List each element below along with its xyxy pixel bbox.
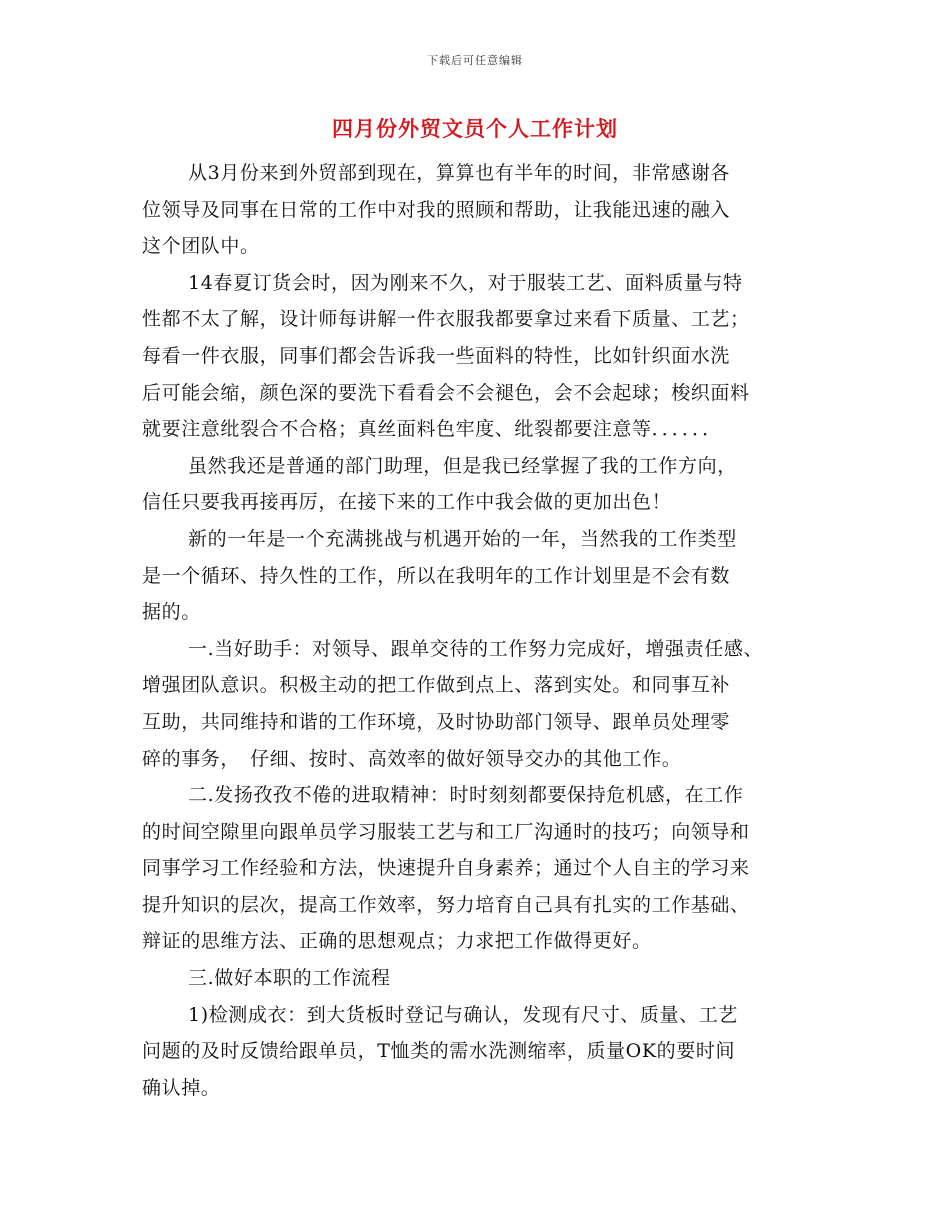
section-heading: 三.做好本职的工作流程 — [188, 967, 391, 990]
paragraph-line: 每看一件衣服，同事们都会告诉我一些面料的特性，比如针织面水洗 — [142, 344, 731, 367]
paragraph-line: 是一个循环、持久性的工作，所以在我明年的工作计划里是不会有数 — [142, 564, 731, 587]
paragraph-line: 一.当好助手：对领导、跟单交待的工作努力完成好，增强责任感、 — [188, 637, 764, 660]
paragraph-line: 1)检测成衣：到大货板时登记与确认，发现有尺寸、质量、工艺 — [188, 1003, 738, 1026]
paragraph-line: 据的。 — [142, 601, 201, 624]
document-body — [142, 155, 832, 1106]
paragraph-line: 提升知识的层次，提高工作效率，努力培育自己具有扎实的工作基础、 — [142, 893, 750, 916]
paragraph-line: 二.发扬孜孜不倦的进取精神：时时刻刻都要保持危机感，在工作 — [188, 784, 744, 807]
paragraph-line: 从3月份来到外贸部到现在，算算也有半年的时间，非常感谢各 — [188, 162, 730, 184]
paragraph-line: 虽然我还是普通的部门助理，但是我已经掌握了我的工作方向， — [188, 454, 737, 477]
paragraph-line: 位领导及同事在日常的工作中对我的照顾和帮助，让我能迅速的融入 — [142, 198, 731, 221]
paragraph-line: 确认掉。 — [142, 1076, 221, 1099]
document-title: 四月份外贸文员个人工作计划 — [332, 116, 618, 141]
paragraph-line: 同事学习工作经验和方法，快速提升自身素养；通过个人自主的学习来 — [142, 857, 750, 880]
paragraph-line: 碎的事务， 仔细、按时、高效率的做好领导交办的其他工作。 — [142, 747, 682, 770]
paragraph-line: 互助，共同维持和谐的工作环境，及时协助部门领导、跟单员处理零 — [142, 710, 731, 733]
paragraph-line: 这个团队中。 — [142, 235, 260, 258]
paragraph-line: 问题的及时反馈给跟单员，T恤类的需水洗测缩率，质量OK的要时间 — [142, 1040, 736, 1063]
paragraph-line: 就要注意纰裂合不合格；真丝面料色牢度、纰裂都要注意等．．．．．． — [142, 418, 722, 441]
header-note: 下载后可任意编辑 — [427, 54, 523, 67]
paragraph-line: 信任只要我再接再厉，在接下来的工作中我会做的更加出色！ — [142, 491, 672, 514]
paragraph-line: 新的一年是一个充满挑战与机遇开始的一年，当然我的工作类型 — [188, 527, 737, 550]
paragraph-line: 14春夏订货会时，因为刚来不久，对于服装工艺、面料质量与特 — [188, 271, 743, 294]
paragraph-line: 的时间空隙里向跟单员学习服装工艺与和工厂沟通时的技巧；向领导和 — [142, 820, 750, 843]
paragraph-line: 后可能会缩，颜色深的要洗下看看会不会褪色，会不会起球；梭织面料 — [142, 381, 750, 404]
paragraph-line: 增强团队意识。积极主动的把工作做到点上、落到实处。和同事互补 — [142, 674, 731, 697]
paragraph-line: 辩证的思维方法、正确的思想观点；力求把工作做得更好。 — [142, 930, 652, 953]
paragraph-line: 性都不太了解，设计师每讲解一件衣服我都要拿过来看下质量、工艺； — [142, 308, 750, 331]
